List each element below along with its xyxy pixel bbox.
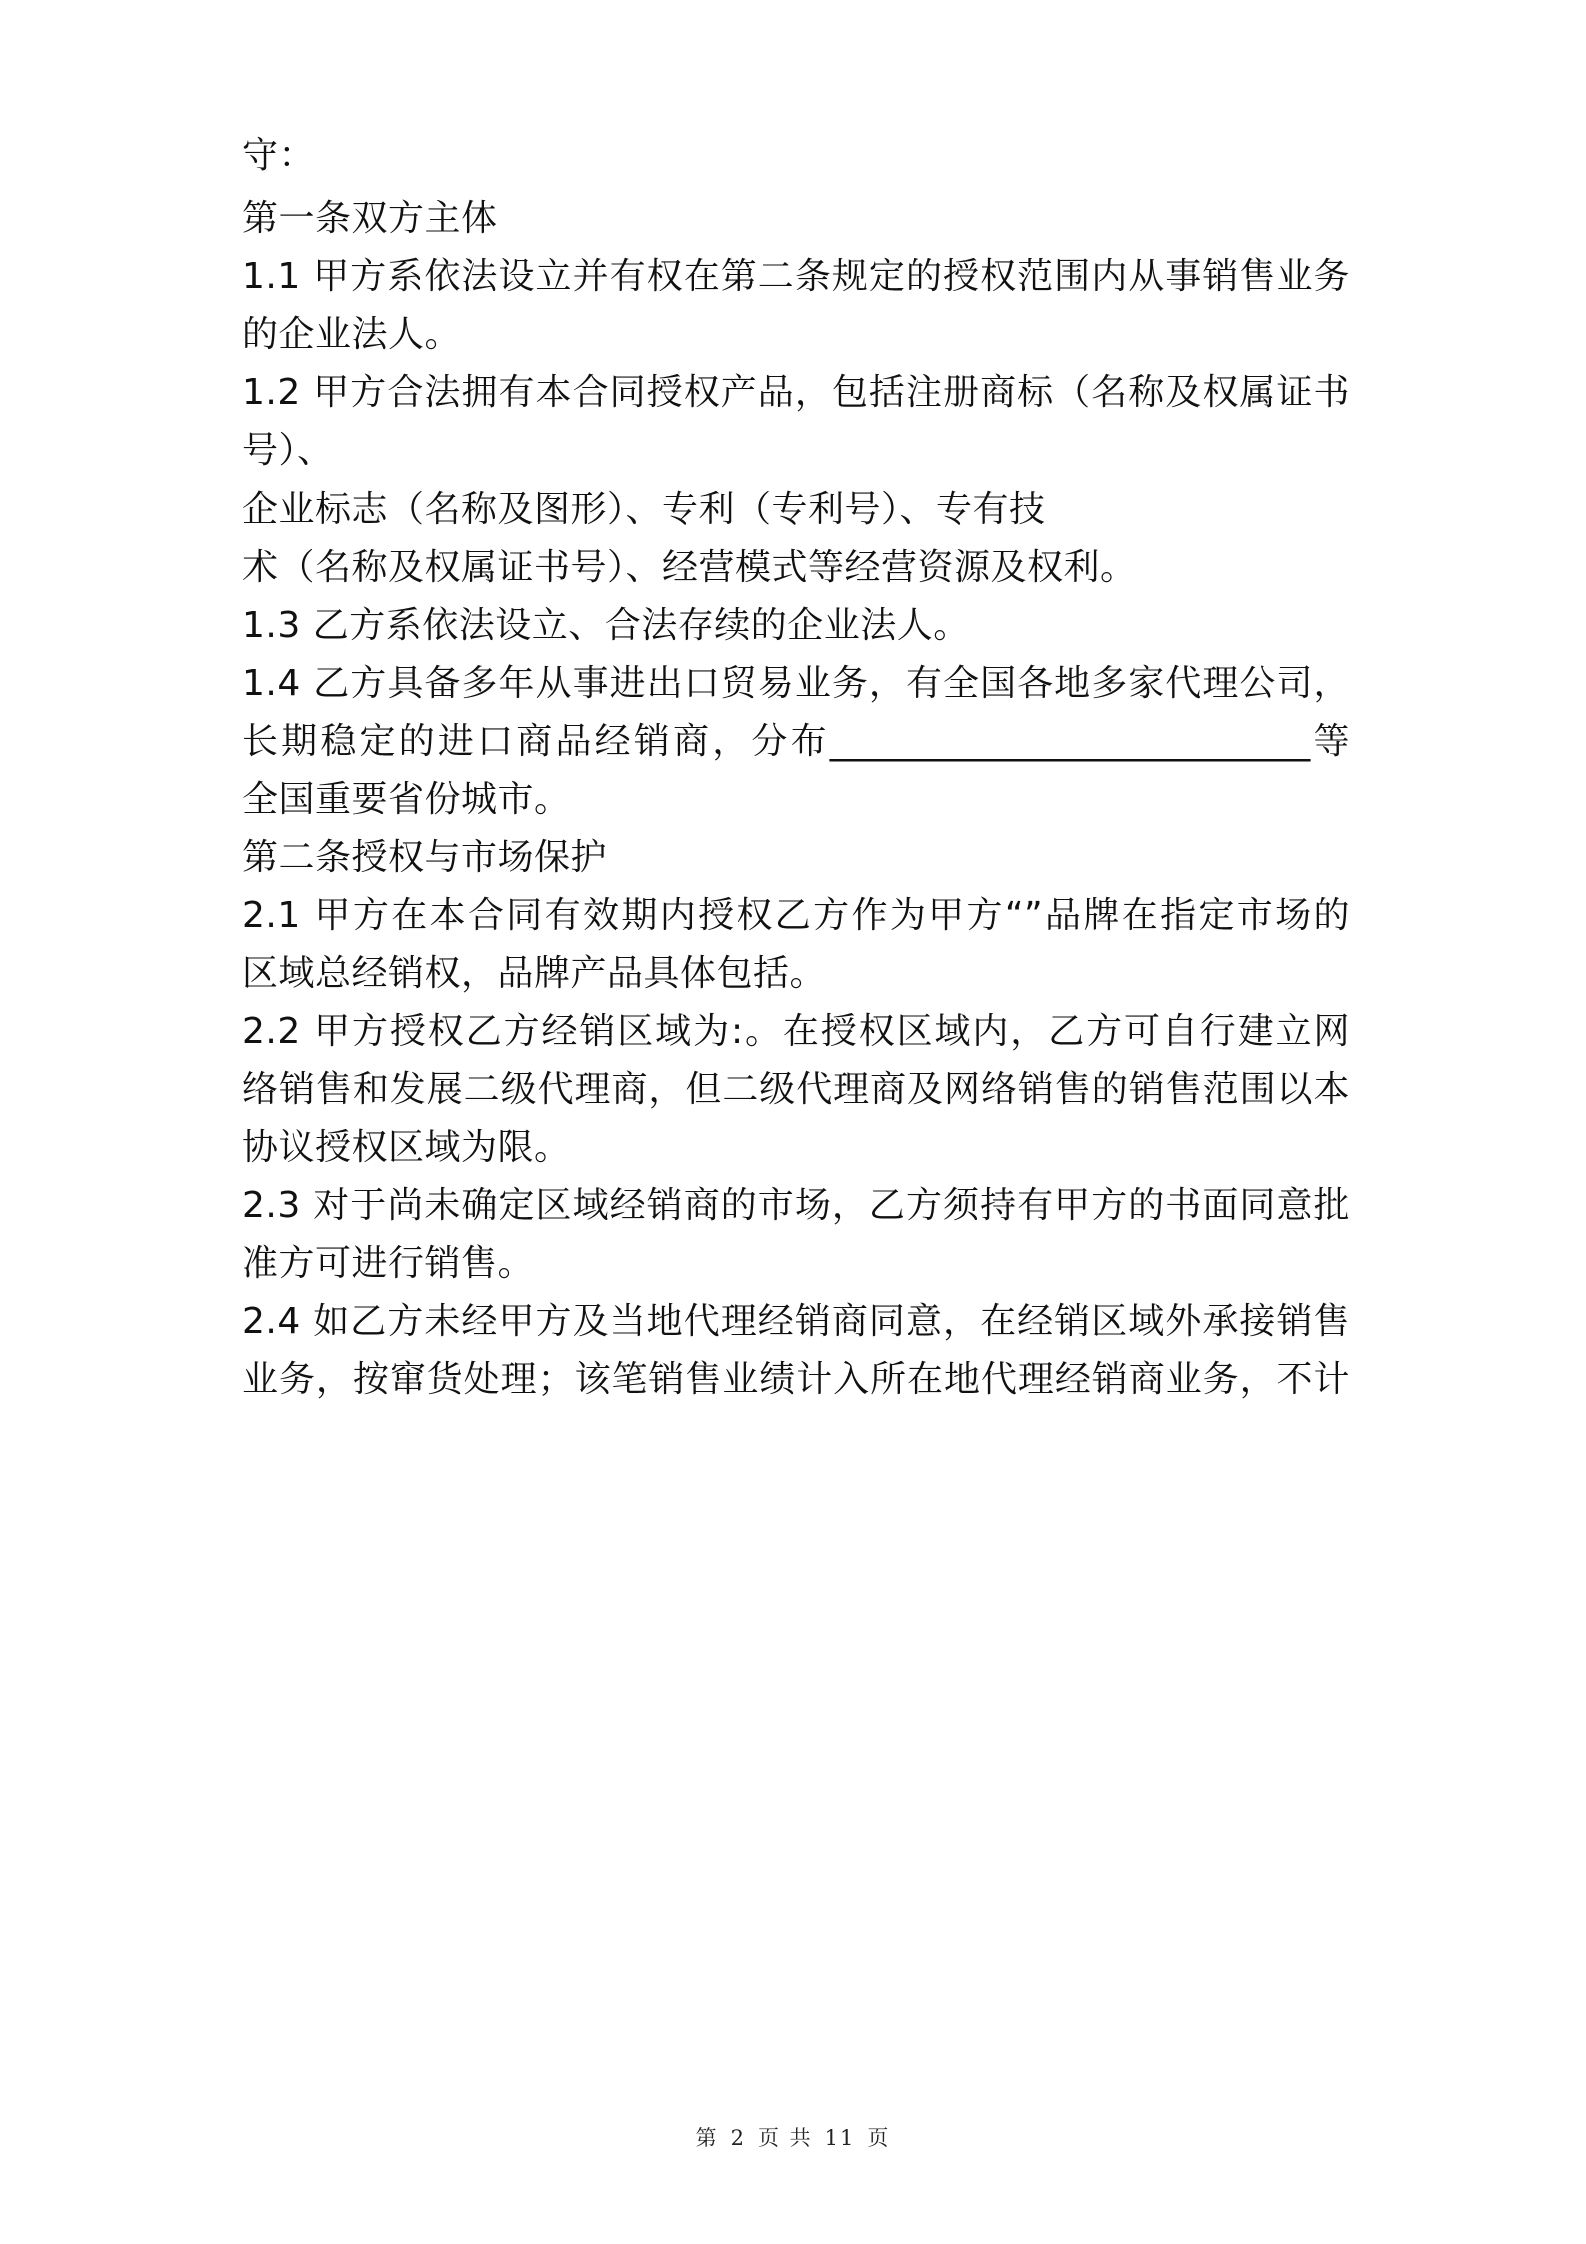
text-line: 准方可进行销售。 [242,1243,535,1284]
text-line: 术（名称及权属证书号）、经营模式等经营资源及权利。 [242,547,1137,588]
text-line: 1.4 乙方具备多年从事进出口贸易业务，有全国各地多家代理公司， [242,663,1350,704]
page-label-prefix: 第 [695,2126,719,2150]
text-line: 络销售和发展二级代理商，但二级代理商及网络销售的销售范围以本 [242,1069,1350,1110]
text-line: 1.1 甲方系依法设立并有权在第二条规定的授权范围内从事销售业务 [242,256,1350,297]
text-line: 2.4 如乙方未经甲方及当地代理经销商同意，在经销区域外承接销售 [242,1301,1350,1342]
text-line: 2.3 对于尚未确定区域经销商的市场，乙方须持有甲方的书面同意批 [242,1185,1350,1226]
text-line: 2.2 甲方授权乙方经销区域为:。在授权区域内，乙方可自行建立网 [242,1011,1350,1052]
text-line: 业务，按窜货处理；该笔销售业绩计入所在地代理经销商业务，不计 [242,1359,1350,1400]
text-line: 企业标志（名称及图形）、专利（专利号）、专有技 [242,489,1046,530]
section-heading: 第一条双方主体 [242,198,498,239]
total-pages-number: 11 [824,2126,856,2150]
section-heading: 第二条授权与市场保护 [242,837,608,878]
current-page-number: 2 [730,2126,746,2150]
text-line: 2.1 甲方在本合同有效期内授权乙方作为甲方“”品牌在指定市场的 [242,895,1350,936]
page-label-mid: 页 共 [757,2126,813,2150]
text-line: 号）、 [242,430,334,471]
text-line: 全国重要省份城市。 [242,779,571,820]
page-number-footer [0,2122,1586,2152]
page-label-suffix: 页 [867,2126,891,2150]
text-line: 长期稳定的进口商品经销商，分布__________________________等 [242,721,1350,762]
text-line: 守： [242,135,316,176]
text-line: 的企业法人。 [242,314,462,355]
text-line: 区域总经销权，品牌产品具体包括。 [242,953,827,994]
text-line: 协议授权区域为限。 [242,1127,571,1168]
text-line: 1.3 乙方系依法设立、合法存续的企业法人。 [242,605,970,646]
text-line: 1.2 甲方合法拥有本合同授权产品，包括注册商标（名称及权属证书 [242,372,1350,413]
